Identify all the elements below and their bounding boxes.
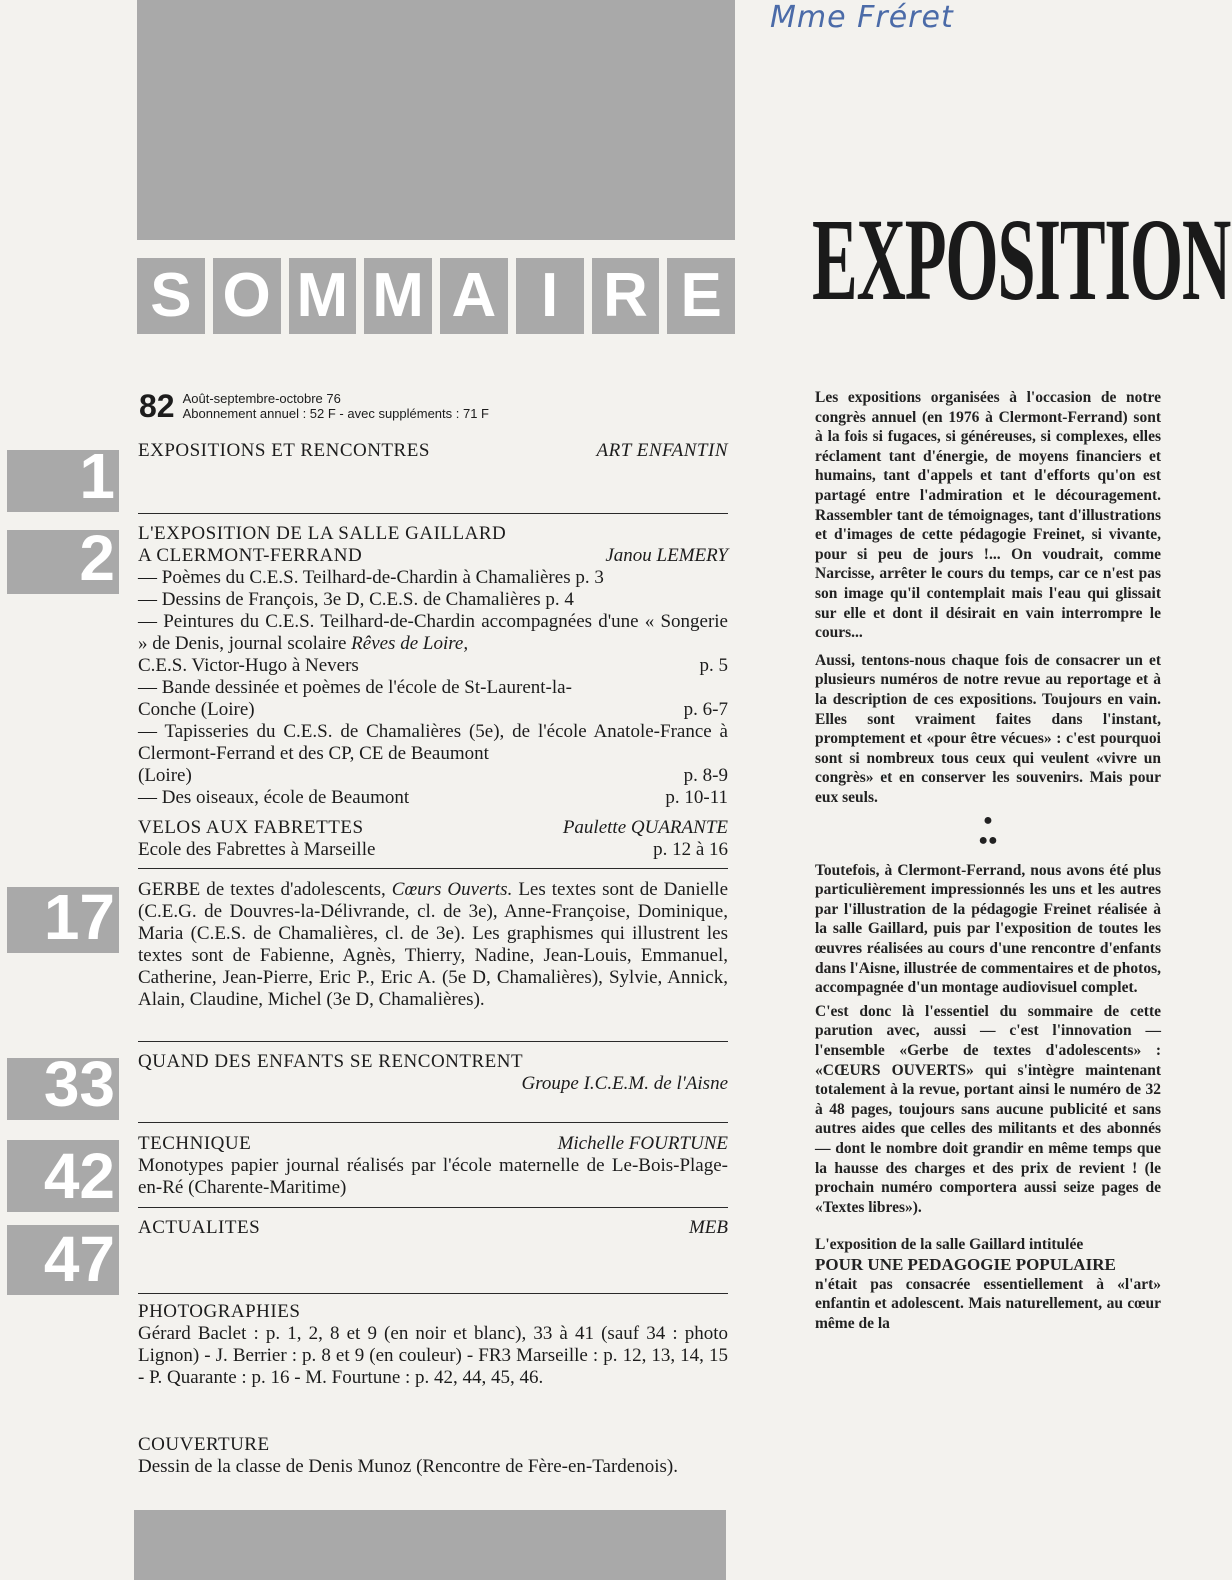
banner-letter: M [289,258,357,334]
toc-section-9 [138,1434,728,1478]
toc-line: Ecole des Fabrettes à Marseille [138,839,376,860]
separator-icon: ● ●● [978,812,998,850]
toc-title: COUVERTURE [138,1434,270,1455]
editorial-paragraph: n'était pas consacrée essentiellement à «l'art» enfantin et adolescent. Mais naturellement, au cœur même de la [815,1275,1161,1332]
toc-section-3 [138,817,728,861]
toc-title: VELOS AUX FABRETTES [138,817,364,838]
toc-title: QUAND DES ENFANTS SE RENCONTRENT [138,1051,524,1072]
toc-title: ACTUALITES [138,1217,261,1238]
divider [138,1293,728,1294]
toc-lead: GERBE de textes d'adolescents, [138,879,386,900]
editorial-paragraph: L'exposition de la salle Gaillard intitulée [815,1236,1084,1254]
divider [138,513,728,514]
toc-title: EXPOSITIONS ET RENCONTRES [138,440,430,461]
toc-author: MEB [688,1217,728,1238]
toc-line: — Poèmes du C.E.S. Teilhard-de-Chardin à Chamalières p. 3 [138,567,604,588]
handwritten-annotation: Mme Fréret [770,0,954,35]
toc-line-text: — Peintures du C.E.S. Teilhard-de-Chardin accompagnées d'une « Songerie » de Denis, journal scolaire [138,611,728,654]
toc-page: p. 12 à 16 [653,839,728,860]
toc-text: Gérard Baclet : p. 1, 2, 8 et 9 (en noir et blanc), 33 à 41 (sauf 34 : photo Lignon) - J. Berrier : p. 8 et 9 (en couleur) - FR3 Marseille : p. 12, 13, 14, 15 - P. Quarante : p. 16 - M. Fourtune : p. 42, 44, 45, 46. [138,1323,728,1388]
page-number-box: 1 [7,450,119,512]
exposition-title: EXPOSITION [812,194,1231,325]
divider [138,1122,728,1123]
banner-letter: A [440,258,508,334]
toc-author: Janou LEMERY [605,545,728,566]
banner-letter: S [137,258,205,334]
page-number-box: 42 [7,1140,119,1212]
toc-author: Groupe I.C.E.M. de l'Aisne [521,1073,728,1094]
issue-info [139,388,489,424]
banner-letter: R [592,258,660,334]
editorial-paragraph: Toutefois, à Clermont-Ferrand, nous avons été plus particulièrement impressionnés les uns et les autres par l'illustration de la pédagogie Freinet réalisée à la salle Gaillard, puis par l'exposition de toutes les œuvres réalisées au cours d'une rencontre d'enfants dans l'Aisne, illustrée de commentaires et de photos, accompagnée d'un montage audiovisuel complet. [815,861,1161,997]
toc-lead-italic: Cœurs Ouverts. [391,879,513,900]
toc-page: p. 8-9 [683,765,728,786]
issue-subscription: Abonnement annuel : 52 F - avec suppléments : 71 F [182,406,489,421]
page-number-box: 2 [7,530,119,594]
toc-author: Paulette QUARANTE [562,817,728,838]
banner-letter: I [516,258,584,334]
toc-section-7 [138,1217,728,1239]
editorial-paragraph: Les expositions organisées à l'occasion de notre congrès annuel (en 1976 à Clermont-Ferrand) sont à la fois si fugaces, si généreuses, si complexes, elles réclament tant d'énergie, de moyens financiers et humains, tant d'appels et tant d'efforts qu'on est partagé entre l'admiration et le découragement. Rassembler tant de témoignages, tant d'illustrations et d'images de cette pédagogie Freinet, si vivante, pour si peu de jours !... On voudrait, comme Narcisse, arrêter le cours du temps, car ce n'est pas son image qu'il contemplait mais l'eau qui glissait sur elle et dont il désirait en vain interrompre le cours... [815,389,1161,642]
bottom-grey-block [134,1510,726,1580]
toc-line: C.E.S. Victor-Hugo à Nevers [138,655,359,676]
toc-author: Michelle FOURTUNE [557,1133,728,1154]
banner-letter: M [364,258,432,334]
toc-text: Monotypes papier journal réalisés par l'école maternelle de Le-Bois-Plage-en-Ré (Charente-Maritime) [138,1155,728,1198]
issue-date: Août-septembre-octobre 76 [182,391,341,406]
issue-number: 82 [139,388,175,424]
toc-section-4 [138,879,728,1011]
page-number-box: 33 [7,1058,119,1120]
editorial-paragraph: Aussi, tentons-nous chaque fois de consacrer un et plusieurs numéros de notre revue au reportage et à la description de ces expositions. Toujours en vain. Elles sont vraiment faites dans l'instant, promptement et «pour être vécues» : c'est pourquoi sont si nombreux tous ceux qui veulent «vivre un congrès» et en conserver les souvenirs. Mais pour eux seuls. [815,651,1161,806]
divider [138,1207,728,1208]
toc-tag: ART ENFANTIN [596,440,728,461]
divider [138,868,728,869]
banner-letter: O [213,258,281,334]
toc-section-6 [138,1133,728,1199]
toc-section-2 [138,523,728,809]
toc-line [138,611,728,655]
sommaire-banner [137,258,735,334]
toc-section-8 [138,1301,728,1389]
top-grey-block [137,0,735,240]
toc-line: — Bande dessinée et poèmes de l'école de St-Laurent-la- [138,677,572,698]
issue-meta [183,391,489,421]
toc-page: p. 10-11 [665,787,728,808]
divider [138,1041,728,1042]
banner-letter: E [667,258,735,334]
editorial-paragraph: C'est donc là l'essentiel du sommaire de cette parution avec, aussi — c'est l'innovation — l'ensemble «Gerbe de textes d'adolescents» : «CŒURS OUVERTS» qui s'intègre maintenant totalement à la revue, portant ainsi le numéro de 32 à 48 pages, toujours sans aucune publicité et sans autres aides que celles des militants et des abonnés — dont le nombre doit grandir en même temps que la hausse des charges et des prix de revient ! (le prochain numéro comportera aussi seize pages de «Textes libres»). [815,1002,1161,1216]
toc-page: p. 5 [699,655,728,676]
toc-section-1 [138,440,728,462]
toc-line: Conche (Loire) [138,699,255,720]
toc-line: (Loire) [138,765,192,786]
page-number-box: 17 [7,887,119,953]
toc-title: PHOTOGRAPHIES [138,1301,301,1322]
toc-title: TECHNIQUE [138,1133,252,1154]
toc-title: A CLERMONT-FERRAND [138,545,363,566]
toc-line: — Tapisseries du C.E.S. de Chamalières (5e), de l'école Anatole-France à Clermont-Ferrand et des CP, CE de Beaumont [138,721,728,764]
toc-page: p. 6-7 [683,699,728,720]
toc-text: Les textes sont de Danielle (C.E.G. de Douvres-la-Délivrande, cl. de 3e), Anne-Françoise, Dominique, Maria (C.E.S. de Chamalières, cl. de 3e). Les graphismes qui illustrent les textes sont de Fabienne, Agnès, Thierry, Nadine, Jean-Louis, Emmanuel, Catherine, Jean-Pierre, Eric P., Eric A. (5e D, Chamalières), Sylvie, Annick, Alain, Claudine, Michel (3e D, Chamalières). [138,879,729,1010]
toc-line: — Des oiseaux, école de Beaumont [138,787,410,808]
toc-section-5 [138,1051,728,1095]
toc-line: — Dessins de François, 3e D, C.E.S. de Chamalières p. 4 [138,589,574,610]
editorial-heading: POUR UNE PEDAGOGIE POPULAIRE [815,1254,1116,1274]
editorial-column [815,388,1161,1333]
toc-text: Dessin de la classe de Denis Munoz (Rencontre de Fère-en-Tardenois). [138,1456,678,1477]
toc-line-italic: Rêves de Loire, [351,633,469,654]
page-number-box: 47 [7,1225,119,1295]
toc-title: L'EXPOSITION DE LA SALLE GAILLARD [138,523,507,544]
toc-paragraph [138,879,728,1011]
